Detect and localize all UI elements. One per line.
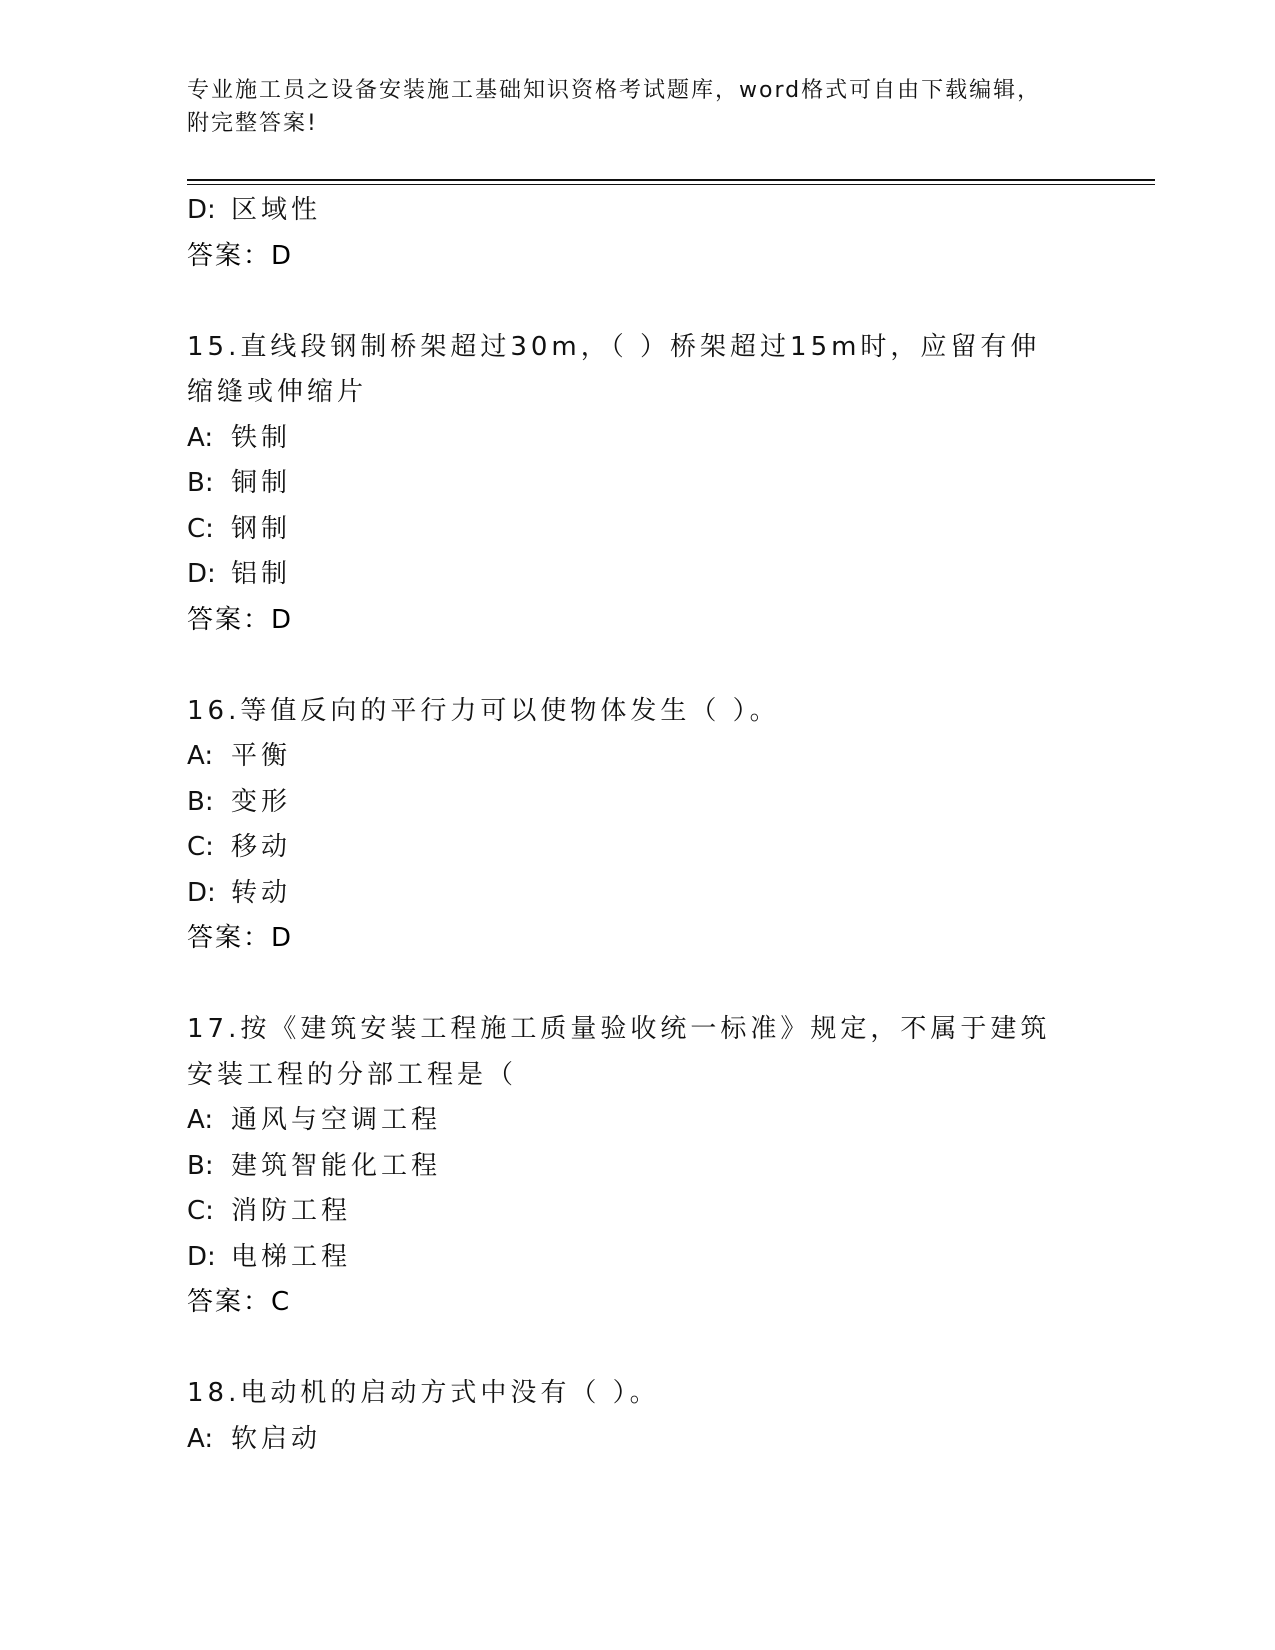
option-letter: D:	[187, 877, 216, 908]
question-16-option-d	[187, 871, 1087, 917]
option-letter: A:	[187, 741, 214, 771]
option-text: 铁制	[231, 422, 292, 453]
option-text: 通风与空调工程	[231, 1105, 442, 1135]
question-18-text: 18.电动机的启动方式中没有（ ）。	[187, 1378, 660, 1408]
question-18-option-a	[187, 1417, 1087, 1463]
question-16-option-b	[187, 780, 1087, 826]
question-17-option-b	[187, 1144, 1087, 1190]
option-letter: D:	[187, 559, 216, 589]
header-line-1: 专业施工员之设备安装施工基础知识资格考试题库，word格式可自由下载编辑，	[187, 78, 1042, 103]
option-text: 变形	[231, 786, 292, 817]
option-text: 钢制	[231, 513, 292, 544]
question-17-answer: 答案：C	[187, 1287, 292, 1317]
option-letter: A:	[187, 1105, 214, 1135]
option-letter: A:	[187, 1423, 214, 1454]
question-17-text: 17.按《建筑安装工程施工质量验收统一标准》规定，不属于建筑安装工程的分部工程是（	[187, 1014, 1051, 1090]
option-text: 电梯工程	[231, 1241, 352, 1272]
spacer	[187, 1326, 1087, 1372]
document-header	[187, 74, 1087, 140]
answer-line: 答案：D	[187, 240, 294, 271]
question-15-option-b	[187, 461, 1087, 507]
spacer	[187, 643, 1087, 689]
option-letter: C:	[187, 832, 214, 862]
header-line-2: 附完整答案!	[187, 111, 318, 136]
question-15-option-c	[187, 507, 1087, 553]
spacer	[187, 279, 1087, 325]
option-letter: B:	[187, 786, 214, 817]
option-text: 消防工程	[231, 1196, 352, 1226]
spacer	[187, 962, 1087, 1008]
option-text: 转动	[231, 877, 292, 908]
option-text: 铜制	[231, 468, 292, 498]
question-16-option-a	[187, 734, 1087, 780]
option-letter: B:	[187, 468, 214, 498]
option-letter: D:	[187, 195, 216, 225]
option-letter: C:	[187, 513, 214, 544]
document-body	[187, 188, 1087, 1462]
option-text: 软启动	[231, 1423, 322, 1454]
question-16-option-c	[187, 825, 1087, 871]
header-divider-thick	[187, 179, 1155, 181]
question-17-option-c	[187, 1189, 1087, 1235]
option-letter: B:	[187, 1150, 214, 1181]
question-16-answer: 答案：D	[187, 923, 294, 953]
question-15-option-a	[187, 416, 1087, 462]
option-text: 建筑智能化工程	[231, 1150, 442, 1181]
option-text: 铝制	[231, 559, 292, 589]
option-letter: D:	[187, 1241, 216, 1272]
question-17-option-a	[187, 1098, 1087, 1144]
question-15-answer: 答案：D	[187, 604, 294, 635]
option-d	[187, 188, 1087, 234]
option-text: 移动	[231, 832, 292, 862]
question-15-text: 15.直线段钢制桥架超过30m，（ ）桥架超过15m时，应留有伸缩缝或伸缩片	[187, 331, 1041, 407]
question-15-option-d	[187, 552, 1087, 598]
header-divider-thin	[187, 184, 1155, 185]
question-16-text: 16.等值反向的平行力可以使物体发生（ ）。	[187, 695, 780, 726]
option-text: 平衡	[231, 741, 292, 771]
question-17-option-d	[187, 1235, 1087, 1281]
option-letter: C:	[187, 1196, 214, 1226]
option-text: 区域性	[231, 195, 322, 225]
option-letter: A:	[187, 422, 214, 453]
